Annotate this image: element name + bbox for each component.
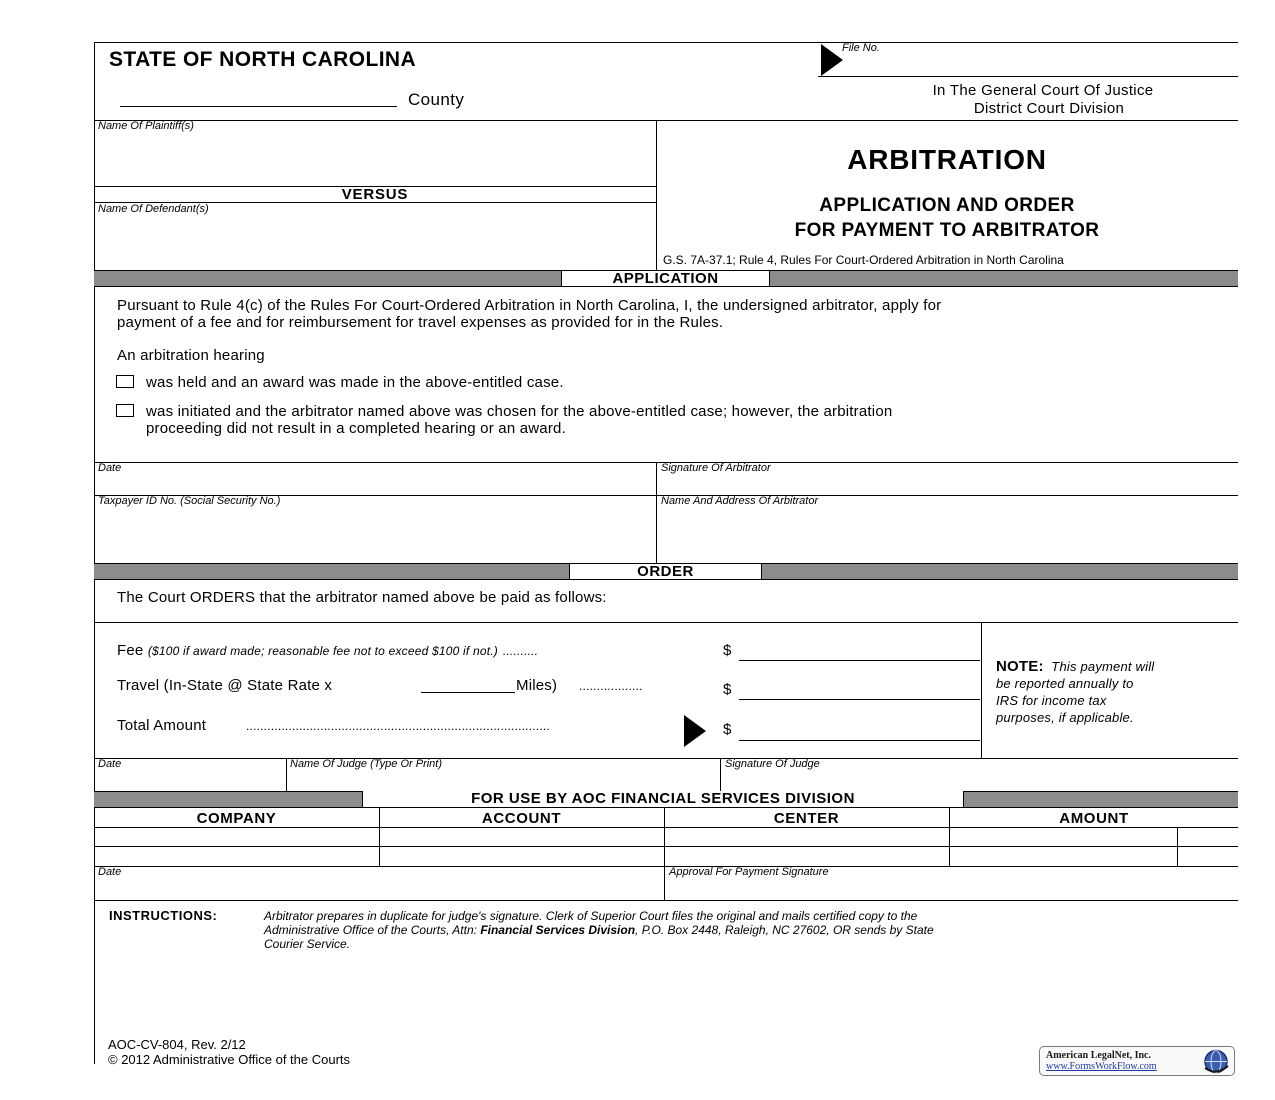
county-label: County [408, 90, 465, 109]
file-no-label: File No. [842, 42, 880, 54]
travel-amount-field[interactable] [739, 699, 980, 700]
arbitrator-name-address-field[interactable] [661, 511, 1236, 561]
state-title: STATE OF NORTH CAROLINA [109, 48, 417, 71]
judge-row-divider-1 [286, 758, 287, 791]
fee-dots: .......... [502, 644, 538, 658]
center-cell-2[interactable] [665, 847, 948, 865]
instructions-line-2-a: Administrative Office of the Courts, Attn: [264, 923, 481, 937]
company-column-header: COMPANY [196, 810, 277, 827]
instructions-line-2 [264, 923, 1234, 937]
travel-label: Travel (In-State @ State Rate x [117, 677, 333, 694]
irs-note-line-2: be reported annually to [996, 676, 1134, 691]
instructions-line-1: Arbitrator prepares in duplicate for judge's signature. Clerk of Superior Court files the original and mails certified copy to the [264, 909, 918, 923]
travel-dots: .................. [579, 679, 643, 693]
legalnet-url[interactable]: www.FormsWorkFlow.com [1046, 1061, 1157, 1072]
judge-row-divider-2 [720, 758, 721, 791]
form-subtitle-2: FOR PAYMENT TO ARBITRATOR [794, 220, 1100, 241]
approval-signature-field[interactable] [669, 881, 1236, 898]
total-dots: ...................................................................................... [246, 719, 550, 733]
irs-note-label: NOTE: [996, 658, 1044, 675]
judge-signature-field[interactable] [725, 773, 1236, 790]
taxpayer-id-field[interactable] [98, 511, 652, 561]
application-sign-divider [656, 462, 657, 563]
taxpayer-id-label: Taxpayer ID No. (Social Security No.) [98, 495, 281, 507]
account-column-header: ACCOUNT [481, 810, 562, 827]
total-currency: $ [723, 721, 732, 738]
instructions-line-3: Courier Service. [264, 937, 351, 951]
fee-currency: $ [723, 642, 732, 659]
order-note-divider [981, 622, 982, 758]
company-cell-2[interactable] [95, 847, 378, 865]
miles-label: Miles) [516, 677, 558, 694]
fee-note: ($100 if award made; reasonable fee not to exceed $100 if not.) [147, 644, 498, 658]
company-cell-1[interactable] [95, 828, 378, 845]
defendant-label: Name Of Defendant(s) [98, 203, 209, 215]
financial-services-division: Financial Services Division [480, 923, 636, 937]
statute-reference: G.S. 7A-37.1; Rule 4, Rules For Court-Ordered Arbitration in North Carolina [663, 253, 1064, 267]
total-label: Total Amount [117, 717, 207, 734]
order-payment-top [94, 622, 1238, 623]
irs-note-line-4: purposes, if applicable. [996, 710, 1134, 725]
total-arrow-icon [684, 715, 706, 747]
versus-label: VERSUS [341, 186, 409, 203]
defendant-field[interactable] [98, 219, 652, 267]
instructions-text [264, 909, 1234, 951]
application-paragraph-line-1: Pursuant to Rule 4(c) of the Rules For Court-Ordered Arbitration in North Carolina, I, the undersigned arbitrator, apply for [117, 297, 942, 314]
fee-label [117, 642, 538, 659]
file-no-underline [818, 76, 1238, 77]
hearing-initiated-label-line-1: was initiated and the arbitrator named above was chosen for the above-entitled case; however, the arbitration [146, 403, 893, 420]
total-amount-field[interactable] [739, 740, 980, 741]
approval-signature-label: Approval For Payment Signature [669, 866, 829, 878]
amount-column-header: AMOUNT [1059, 810, 1129, 827]
form-title: ARBITRATION [847, 144, 1047, 175]
hearing-held-label: was held and an award was made in the above-entitled case. [146, 374, 564, 391]
order-date-label: Date [98, 758, 122, 770]
instructions-label: INSTRUCTIONS: [109, 908, 218, 923]
judge-name-label: Name Of Judge (Type Or Print) [290, 758, 443, 770]
hearing-initiated-label-line-2: proceeding did not result in a completed hearing or an award. [146, 420, 566, 437]
fee-amount-field[interactable] [739, 660, 980, 661]
account-cell-1[interactable] [380, 828, 663, 845]
arbitrator-signature-label: Signature Of Arbitrator [661, 462, 771, 474]
header-divider [94, 120, 1238, 121]
order-intro: The Court ORDERS that the arbitrator named above be paid as follows: [117, 589, 607, 606]
judge-row-top [94, 758, 1238, 759]
form-subtitle-1: APPLICATION AND ORDER [819, 195, 1075, 216]
aoc-bottom-line [94, 900, 1238, 901]
application-paragraph-line-2: payment of a fee and for reimbursement for travel expenses as provided for in the Rules. [117, 314, 724, 331]
aoc-date-label: Date [98, 866, 122, 878]
court-line-2: District Court Division [973, 100, 1125, 117]
irs-note-line-3: IRS for income tax [996, 693, 1107, 708]
aoc-grid-line-3 [94, 866, 1238, 867]
aoc-date-field[interactable] [98, 881, 660, 898]
amount-cell-2[interactable] [950, 847, 1236, 865]
legalnet-name: American LegalNet, Inc. [1046, 1050, 1151, 1061]
file-no-field[interactable] [842, 56, 1237, 76]
plaintiff-field[interactable] [98, 136, 652, 184]
judge-name-field[interactable] [290, 773, 716, 790]
application-date-field[interactable] [98, 477, 652, 494]
hearing-initiated-checkbox[interactable] [116, 404, 134, 417]
copyright: © 2012 Administrative Office of the Courts [108, 1052, 351, 1067]
irs-note [996, 658, 1236, 726]
order-heading: ORDER [569, 563, 762, 580]
county-field[interactable] [120, 106, 397, 107]
account-cell-2[interactable] [380, 847, 663, 865]
globe-icon [1201, 1048, 1231, 1075]
plaintiff-label: Name Of Plaintiff(s) [98, 120, 194, 132]
hearing-held-checkbox[interactable] [116, 375, 134, 388]
top-border [94, 42, 1238, 43]
irs-note-line-1: This payment will [1051, 659, 1155, 674]
application-heading: APPLICATION [561, 270, 770, 287]
instructions-line-2-c: , P.O. Box 2448, Raleigh, NC 27602, OR sends by State [635, 923, 934, 937]
application-date-label: Date [98, 462, 122, 474]
legalnet-badge[interactable] [1039, 1046, 1235, 1076]
order-date-field[interactable] [98, 773, 282, 790]
form-number: AOC-CV-804, Rev. 2/12 [108, 1037, 246, 1052]
hearing-intro: An arbitration hearing [117, 347, 265, 364]
travel-currency: $ [723, 681, 732, 698]
arbitrator-name-address-label: Name And Address Of Arbitrator [661, 495, 819, 507]
court-line-1: In The General Court Of Justice [932, 82, 1154, 99]
miles-field[interactable] [421, 692, 515, 693]
file-no-arrow-icon [821, 44, 843, 76]
center-column-header: CENTER [773, 810, 840, 827]
fee-label-text: Fee [117, 642, 144, 659]
arbitrator-signature-field[interactable] [661, 477, 1236, 494]
amount-cell-1[interactable] [950, 828, 1236, 845]
judge-signature-label: Signature Of Judge [725, 758, 820, 770]
center-cell-1[interactable] [665, 828, 948, 845]
aoc-heading: FOR USE BY AOC FINANCIAL SERVICES DIVISION [362, 791, 964, 808]
